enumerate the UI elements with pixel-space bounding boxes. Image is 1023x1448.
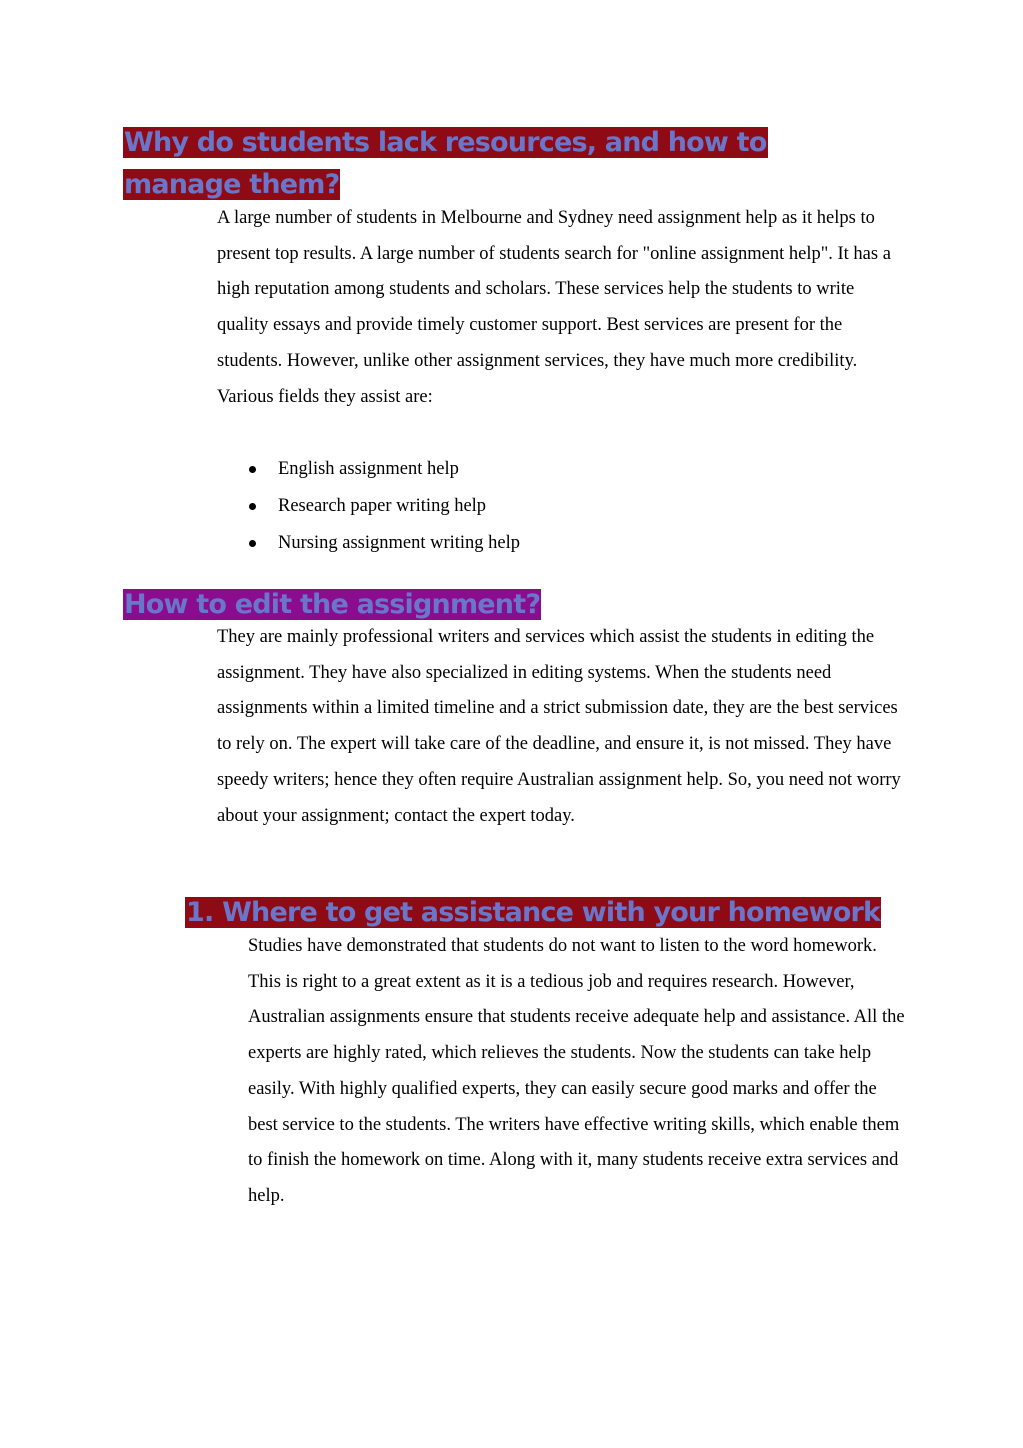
section-paragraph-edit: They are mainly professional writers and services which assist the students in editing the assignment. They have also specialized in editing systems. When the students need assignments within a limited timeline and a strict submission date, they are the best services to rely on. The expert will take care of the deadline, and ensure it, is not missed. They have speedy writers; hence they often require Australian assignment help. So, you need not worry about your assignment; contact the expert today. <box>217 627 901 826</box>
bullet-icon <box>249 540 256 547</box>
bullet-icon <box>249 466 256 473</box>
section-heading-resources <box>123 122 883 206</box>
list-item-label: English assignment help <box>278 459 459 479</box>
bullet-icon <box>249 503 256 510</box>
heading-number: 1. <box>186 897 214 928</box>
heading-highlight <box>185 897 881 928</box>
section-paragraph-resources: A large number of students in Melbourne and Sydney need assignment help as it helps to present top results. A large number of students search for "online assignment help". It has a high reputation among students and scholars. These services help the students to write quality essays and provide timely customer support. Best services are present for the students. However, unlike other assignment services, they have much more credibility. Various fields they assist are: <box>217 208 891 407</box>
services-bullet-list <box>217 451 817 562</box>
heading-highlight: Why do students lack resources, and how to manage them? <box>124 127 767 200</box>
section-paragraph-homework: Studies have demonstrated that students do not want to listen to the word homework. This is right to a great extent as it is a tedious job and requires research. However, Australian assignments ensure that students receive adequate help and assistance. All the experts are highly rated, which relieves the students. Now the students can take help easily. With highly qualified experts, they can easily secure good marks and offer the best service to the students. The writers have effective writing skills, which enable them to finish the homework on time. Along with it, many students receive extra services and help. <box>248 936 905 1206</box>
list-item-label: Nursing assignment writing help <box>278 533 521 553</box>
list-item <box>217 488 817 525</box>
section-heading-homework <box>185 892 905 934</box>
list-item <box>217 525 817 562</box>
list-item-label: Research paper writing help <box>278 496 487 516</box>
heading-text: Where to get assistance with your homework <box>222 897 881 928</box>
list-item <box>217 451 817 488</box>
heading-highlight: How to edit the assignment? <box>124 589 541 620</box>
